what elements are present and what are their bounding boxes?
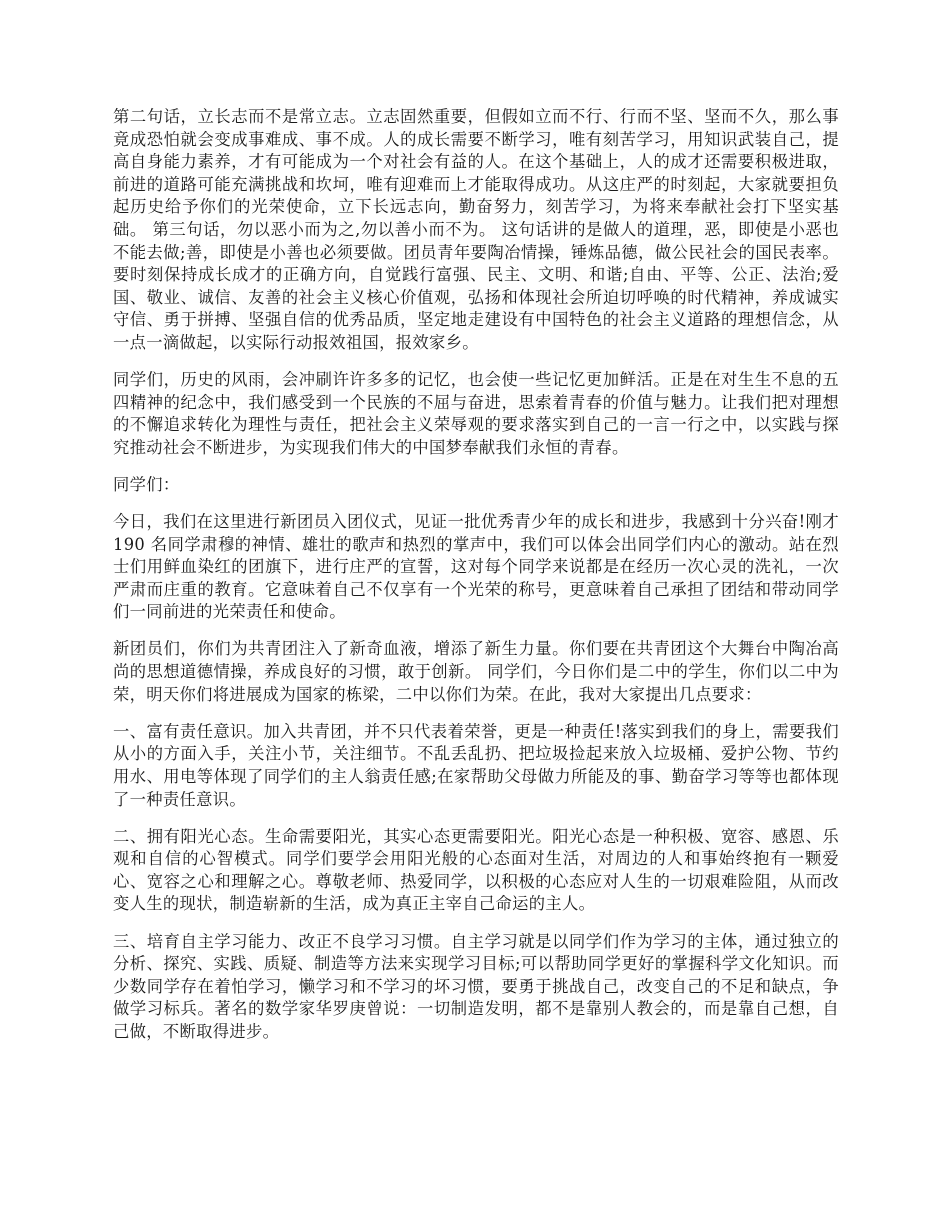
paragraph-ceremony: 今日，我们在这里进行新团员入团仪式，见证一批优秀青少年的成长和进步，我感到十分兴奋!刚才 190 名同学肃穆的神情、雄壮的歌声和热烈的掌声中，我们可以体会出同学们内心的激动。站在烈士们用鲜血染红的团旗下，进行庄严的宣誓，这对每个同学来说都是在经历一次心灵的洗礼，一次严肃而庄重的教育。它意味着自己不仅享有一个光荣的称号，更意味着自己承担了团结和带动同学们一同前进的光荣责任和使命。	[113, 512, 839, 622]
paragraph-greeting: 同学们：	[113, 474, 180, 494]
paragraph-second-sentence: 第二句话，立长志而不是常立志。立志固然重要，但假如立而不行、行而不坚、坚而不久，那么事竟成恐怕就会变成事难成、事不成。人的成长需要不断学习，唯有刻苦学习，用知识武装自己，提高自身能力素养，才有可能成为一个对社会有益的人。在这个基础上，人的成才还需要积极进取，前进的道路可能充满挑战和坎坷，唯有迎难而上才能取得成功。从这庄严的时刻起，大家就要担负起历史给予你们的光荣使命，立下长远志向，勤奋努力，刻苦学习，为将来奉献社会打下坚实基础。 第三句话，勿以恶小而为之,勿以善小而不为。 这句话讲的是做人的道理，恶，即使是小恶也不能去做;善，即使是小善也必须要做。团员青年要陶冶情操，锤炼品德，做公民社会的国民表率。要时刻保持成长成才的正确方向，自觉践行富强、民主、文明、和谐;自由、平等、公正、法治;爱国、敬业、诚信、友善的社会主义核心价值观，弘扬和体现社会所迫切呼唤的时代精神，养成诚实守信、勇于拼搏、坚强自信的优秀品质，坚定地走建设有中国特色的社会主义道路的理想信念，从一点一滴做起，以实际行动报效祖国，报效家乡。	[113, 107, 839, 352]
paragraph-requirement-2: 二、拥有阳光心态。生命需要阳光，其实心态更需要阳光。阳光心态是一种积极、宽容、感恩、乐观和自信的心智模式。同学们要学会用阳光般的心态面对生活，对周边的人和事始终抱有一颗爱心、宽容之心和理解之心。尊敬老师、热爱同学，以积极的心态应对人生的一切艰难险阻，从而改变人生的现状，制造崭新的生活，成为真正主宰自己命运的主人。	[113, 826, 839, 914]
paragraph-requirement-3: 三、培育自主学习能力、改正不良学习习惯。自主学习就是以同学们作为学习的主体，通过独立的分析、探究、实践、质疑、制造等方法来实现学习目标;可以帮助同学更好的掌握科学文化知识。而少数同学存在着怕学习，懒学习和不学习的坏习惯，要勇于挑战自己，改变自己的不足和缺点，争做学习标兵。著名的数学家华罗庚曾说：一切制造发明，都不是靠别人教会的，而是靠自己想，自己做，不断取得进步。	[113, 931, 839, 1041]
paragraph-requirement-1: 一、富有责任意识。加入共青团，并不只代表着荣誉，更是一种责任!落实到我们的身上，需要我们从小的方面入手，关注小节，关注细节。不乱丢乱扔、把垃圾捡起来放入垃圾桶、爱护公物、节约用水、用电等体现了同学们的主人翁责任感;在家帮助父母做力所能及的事、勤奋学习等等也都体现了一种责任意识。	[113, 721, 839, 809]
paragraph-new-members: 新团员们，你们为共青团注入了新奇血液，增添了新生力量。你们要在共青团这个大舞台中陶冶高尚的思想道德情操，养成良好的习惯，敢于创新。 同学们，今日你们是二中的学生，你们以二中为荣，明天你们将进展成为国家的栋梁，二中以你们为荣。在此，我对大家提出几点要求：	[113, 639, 839, 704]
paragraph-history: 同学们，历史的风雨，会冲刷许许多多的记忆，也会使一些记忆更加鲜活。正是在对生生不息的五四精神的纪念中，我们感受到一个民族的不屈与奋进，思索着青春的价值与魅力。让我们把对理想的不懈追求转化为理性与责任，把社会主义荣辱观的要求落实到自己的一言一行之中，以实践与探究推动社会不断进步，为实现我们伟大的中国梦奉献我们永恒的青春。	[113, 370, 839, 457]
document-body	[113, 106, 839, 1058]
